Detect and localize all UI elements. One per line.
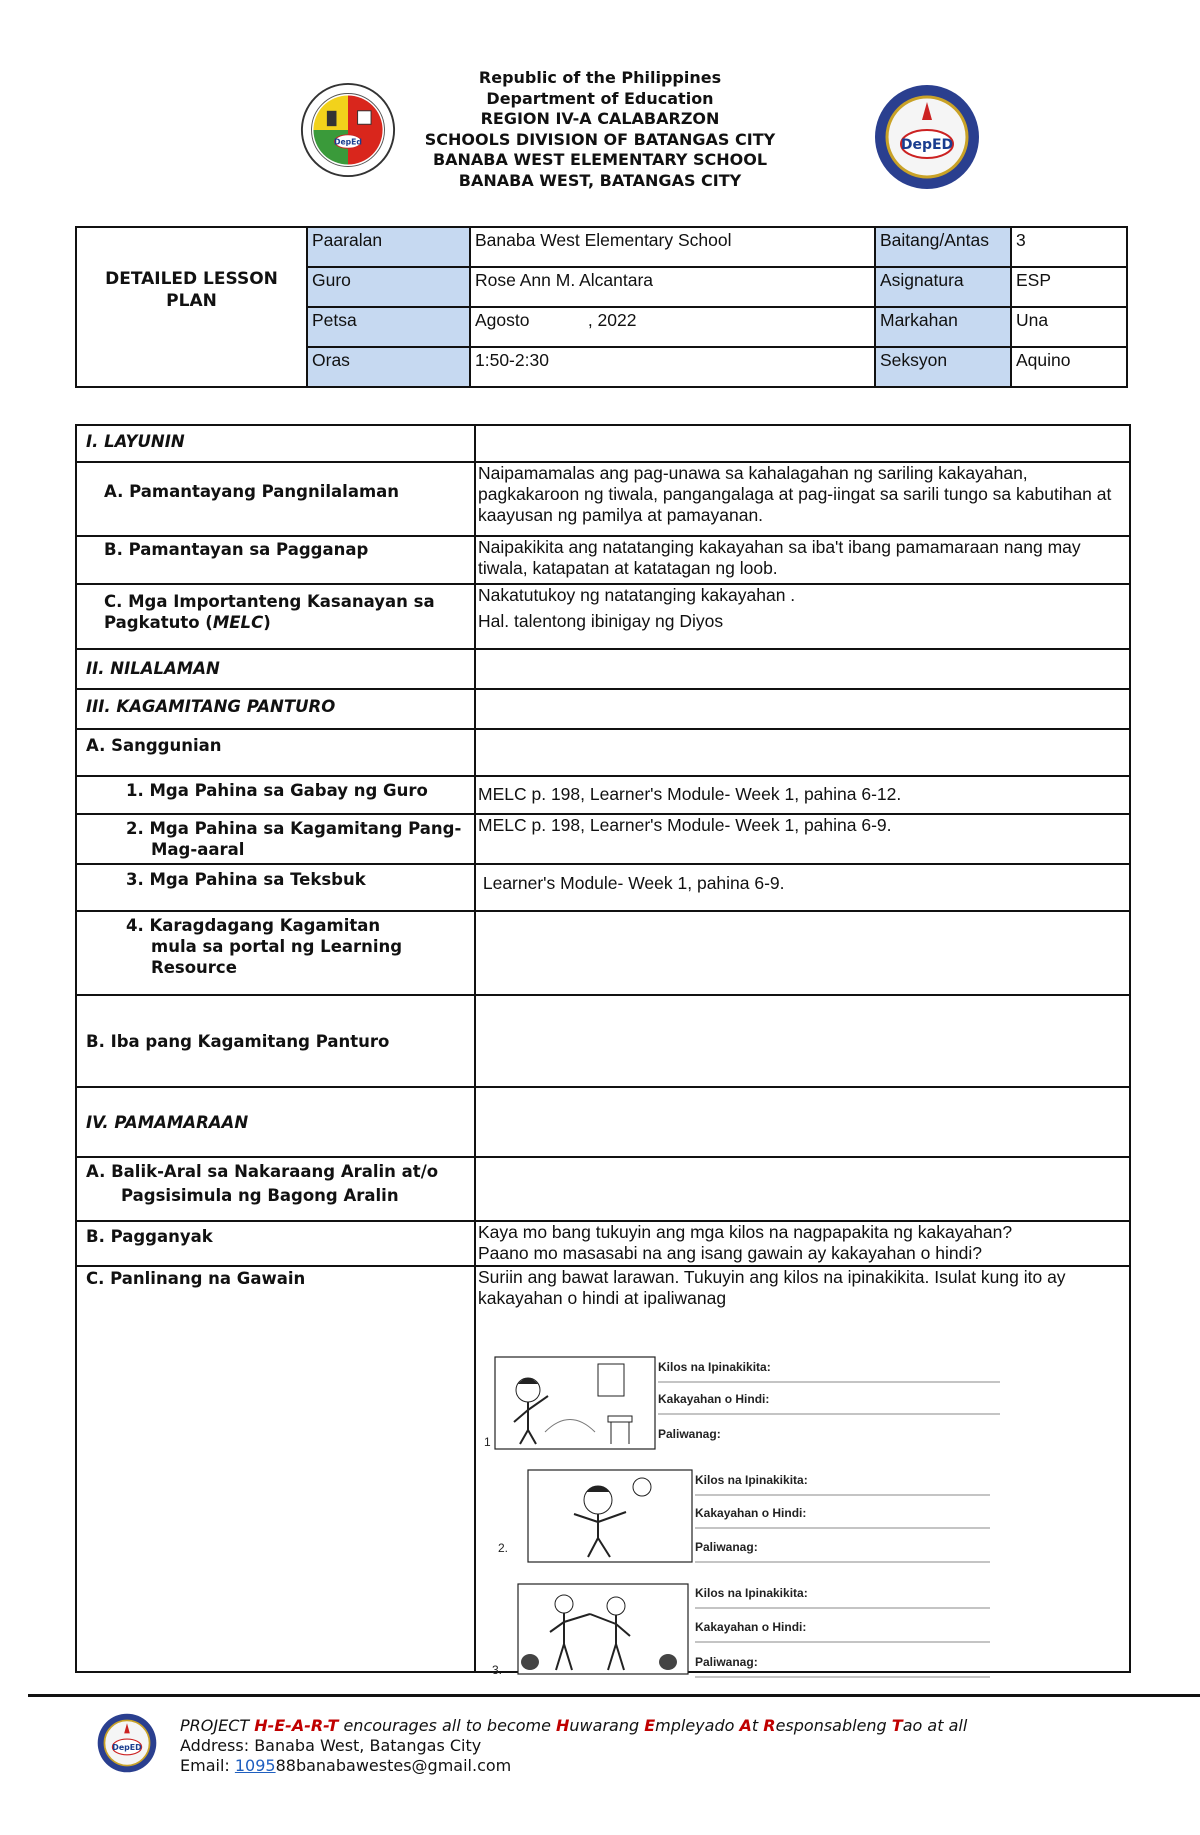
row-label: 4. Karagdagang Kagamitan mula sa portal ng Learning Resource xyxy=(76,911,475,995)
svg-text:Paliwanag:: Paliwanag: xyxy=(695,1540,758,1554)
svg-text:1: 1 xyxy=(484,1435,491,1449)
svg-text:DepEd: DepEd xyxy=(334,137,362,147)
section-heading: IV. PAMAMARAAN xyxy=(76,1087,475,1157)
melc-line: Hal. talentong ibinigay ng Diyos xyxy=(478,611,724,631)
worksheet-item xyxy=(492,1584,990,1677)
row-content: Suriin ang bawat larawan. Tukuyin ang kilos na ipinakikita. Isulat kung ito ay kakayahan o hindi at ipaliwanag xyxy=(475,1266,1130,1672)
row-label: 1. Mga Pahina sa Gabay ng Guro xyxy=(76,776,475,814)
lesson-plan-title: DETAILED LESSON PLAN xyxy=(76,227,307,387)
info-value: Aquino xyxy=(1011,347,1127,387)
melc-line: Nakatutukoy ng natatanging kakayahan . xyxy=(478,585,796,605)
row-label: A. Balik-Aral sa Nakaraang Aralin at/o Pagsisimula ng Bagong Aralin xyxy=(76,1157,475,1221)
info-value: ESP xyxy=(1011,267,1127,307)
school-seal-icon xyxy=(872,82,982,192)
section-heading: I. LAYUNIN xyxy=(76,425,475,462)
row-label: C. Mga Importanteng Kasanayan sa Pagkatuto (MELC) xyxy=(76,584,475,649)
svg-text:Paliwanag:: Paliwanag: xyxy=(658,1427,721,1441)
empty-cell xyxy=(475,1157,1130,1221)
svg-text:Kakayahan o Hindi:: Kakayahan o Hindi: xyxy=(695,1620,807,1634)
row-content: Learner's Module- Week 1, pahina 6-9. xyxy=(475,864,1130,911)
row-content: Naipamamalas ang pag-unawa sa kahalagahan ng sariling kakayahan, pagkakaroon ng tiwala, pangangalaga at pag-iingat sa sarili tungo sa kabutihan at kaayusan ng pamilya at pamayanan. xyxy=(475,462,1130,536)
info-value: 1:50-2:30 xyxy=(470,347,875,387)
footer-motto: PROJECT H-E-A-R-T encourages all to become Huwarang Empleyado At Responsableng Tao at all xyxy=(180,1716,968,1735)
info-label: Petsa xyxy=(307,307,470,347)
info-label: Markahan xyxy=(875,307,1011,347)
info-value: Una xyxy=(1011,307,1127,347)
worksheet-item xyxy=(484,1357,1000,1449)
svg-text:DepED: DepED xyxy=(900,137,954,153)
worksheet-figure xyxy=(484,1352,1010,1685)
info-value: Banaba West Elementary School xyxy=(470,227,875,267)
svg-text:Kilos na Ipinakikita:: Kilos na Ipinakikita: xyxy=(695,1586,808,1600)
header-line: SCHOOLS DIVISION OF BATANGAS CITY xyxy=(424,129,776,149)
row-label: A. Sanggunian xyxy=(76,729,475,776)
header-line: BANABA WEST ELEMENTARY SCHOOL xyxy=(432,150,768,170)
info-label: Baitang/Antas xyxy=(875,227,1011,267)
footer-divider xyxy=(28,1694,1200,1697)
row-content: Kaya mo bang tukuyin ang mga kilos na nagpapakita ng kakayahan? Paano mo masasabi na ang isang gawain ay kakayahan o hindi? xyxy=(475,1221,1130,1266)
footer-address: Address: Banaba West, Batangas City xyxy=(180,1736,482,1755)
email-link[interactable]: 1095 xyxy=(234,1756,276,1775)
section-heading: III. KAGAMITANG PANTURO xyxy=(76,689,475,729)
row-content: MELC p. 198, Learner's Module- Week 1, pahina 6-12. xyxy=(475,776,1130,814)
empty-cell xyxy=(475,911,1130,995)
row-label: B. Iba pang Kagamitang Panturo xyxy=(76,995,475,1087)
row-label: B. Pagganyak xyxy=(76,1221,475,1266)
svg-text:Kakayahan o Hindi:: Kakayahan o Hindi: xyxy=(695,1506,807,1520)
empty-cell xyxy=(475,729,1130,776)
svg-text:3.: 3. xyxy=(492,1663,503,1677)
row-content xyxy=(475,584,1130,649)
svg-text:Paliwanag:: Paliwanag: xyxy=(695,1655,758,1669)
empty-cell xyxy=(475,425,1130,462)
info-label: Oras xyxy=(307,347,470,387)
header-line: Department of Education xyxy=(486,88,714,108)
svg-text:Kilos na Ipinakikita:: Kilos na Ipinakikita: xyxy=(658,1360,771,1374)
info-value: Rose Ann M. Alcantara xyxy=(470,267,875,307)
svg-text:DepED: DepED xyxy=(112,1742,142,1752)
footer xyxy=(180,1716,967,1776)
svg-text:Kakayahan o Hindi:: Kakayahan o Hindi: xyxy=(658,1392,770,1406)
row-label: C. Panlinang na Gawain xyxy=(76,1266,475,1672)
row-label: 3. Mga Pahina sa Teksbuk xyxy=(76,864,475,911)
header-line: REGION IV-A CALABARZON xyxy=(480,109,720,129)
row-label: B. Pamantayan sa Pagganap xyxy=(76,536,475,584)
lesson-info-table xyxy=(75,226,1128,388)
header-line: Republic of the Philippines xyxy=(478,68,722,87)
school-header xyxy=(380,68,820,192)
info-value: 3 xyxy=(1011,227,1127,267)
empty-cell xyxy=(475,995,1130,1087)
row-label: A. Pamantayang Pangnilalaman xyxy=(76,462,475,536)
worksheet-item xyxy=(498,1470,990,1562)
svg-text:2.: 2. xyxy=(498,1541,509,1555)
info-label: Guro xyxy=(307,267,470,307)
header-line: BANABA WEST, BATANGAS CITY xyxy=(458,170,742,190)
svg-text:Kilos na Ipinakikita:: Kilos na Ipinakikita: xyxy=(695,1473,808,1487)
empty-cell xyxy=(475,689,1130,729)
footer-email: Email: 109588banabawestes@gmail.com xyxy=(180,1756,512,1775)
info-label: Asignatura xyxy=(875,267,1011,307)
section-heading: II. NILALAMAN xyxy=(76,649,475,689)
row-label: 2. Mga Pahina sa Kagamitang Pang-Mag-aaral xyxy=(76,814,475,864)
info-value: Agosto , 2022 xyxy=(470,307,875,347)
info-label: Paaralan xyxy=(307,227,470,267)
row-content: MELC p. 198, Learner's Module- Week 1, pahina 6-9. xyxy=(475,814,1130,864)
info-label: Seksyon xyxy=(875,347,1011,387)
empty-cell xyxy=(475,1087,1130,1157)
empty-cell xyxy=(475,649,1130,689)
row-content: Naipakikita ang natatanging kakayahan sa iba't ibang pamamaraan nang may tiwala, katapatan at katatagan ng loob. xyxy=(475,536,1130,584)
school-seal-icon xyxy=(96,1712,158,1774)
